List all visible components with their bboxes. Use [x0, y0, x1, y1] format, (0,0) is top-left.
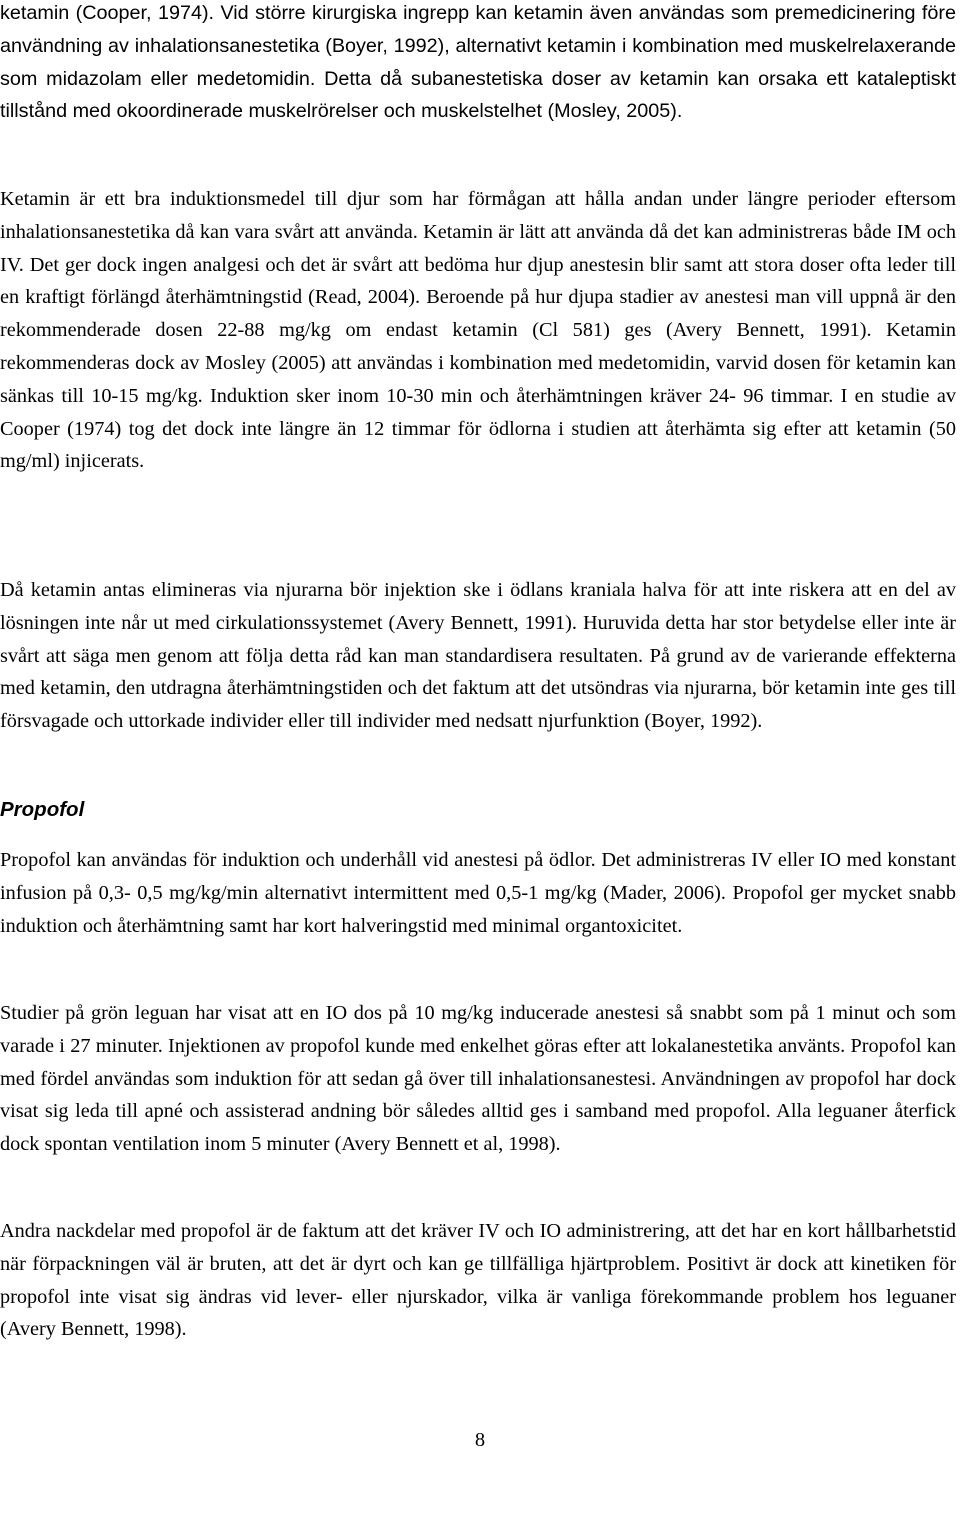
paragraph-propofol-drawbacks: Andra nackdelar med propofol är de faktum att det kräver IV och IO administrering, att det har en kort hållbarhetstid när förpackningen väl är bruten, att det är dyrt och kan ge tillfälliga hjärtproblem. Positivt är dock att kinetiken för propofol inte visat sig ändras vid lever- eller njurskador, vilka är vanliga förekommande problem hos leguaner (Avery Bennett, 1998).	[0, 1220, 956, 1341]
paragraph-propofol-leguan-study: Studier på grön leguan har visat att en IO dos på 10 mg/kg inducerade anestesi så snabbt som på 1 minut och som varade i 27 minuter. Injektionen av propofol kunde med enkelhet göras efter att lokalanestetika använts. Propofol kan med fördel användas som induktion för att sedan gå över till inhalationsanestesi. Användningen av propofol har dock visat sig leda till apné och assisterad andning bör således alltid ges i samband med propofol. Alla leguaner återfick dock spontan ventilation inom 5 minuter (Avery Bennett et al, 1998).	[0, 1002, 956, 1156]
paragraph-ketamin-premedication	[0, 0, 956, 128]
paragraph-text: ketamin (Cooper, 1974). Vid större kirurgiska ingrepp kan ketamin även användas som premedicinering före användning av inhalationsanestetika (Boyer, 1992), alternativt ketamin i kombination med muskelrelaxerande som midazolam eller medetomidin. Detta då subanestetiska doser av ketamin kan orsaka ett kataleptiskt tillstånd med okoordinerade muskelrörelser och muskelstelhet (Mosley, 2005).	[0, 2, 956, 123]
page-number: 8	[474, 1429, 486, 1451]
paragraph-ketamin-elimination: Då ketamin antas elimineras via njurarna bör injektion ske i ödlans kraniala halva för att inte riskera att en del av lösningen inte når ut med cirkulationssystemet (Avery Bennett, 1991). Huruvida detta har stor betydelse eller inte är svårt att säga men genom att följa detta råd kan man standardisera resultaten. På grund av de varierande effekterna med ketamin, den utdragna återhämtningstiden och det faktum att det utsöndras via njurarna, bör ketamin inte ges till försvagade och uttorkade individer eller till individer med nedsatt njurfunktion (Boyer, 1992).	[0, 579, 956, 733]
section-heading-propofol: Propofol	[0, 798, 85, 821]
paragraph-ketamin-induction: Ketamin är ett bra induktionsmedel till djur som har förmågan att hålla andan under längre perioder eftersom inhalationsanestetika då kan vara svårt att använda. Ketamin är lätt att använda då det kan administreras både IM och IV. Det ger dock ingen analgesi och det är svårt att bedöma hur djup anestesin blir samt att stora doser ofta leder till en kraftigt förlängd återhämtningstid (Read, 2004). Beroende på hur djupa stadier av anestesi man vill uppnå är den rekommenderade dosen 22-88 mg/kg om endast ketamin (Cl 581) ges (Avery Bennett, 1991). Ketamin rekommenderas dock av Mosley (2005) att användas i kombination med medetomidin, varvid dosen för ketamin kan sänkas till 10-15 mg/kg. Induktion sker inom 10-30 min och återhämtningen kräver 24- 96 timmar. I en studie av Cooper (1974) tog det dock inte längre än 12 timmar för ödlorna i studien att återhämta sig efter att ketamin (50 mg/ml) injicerats.	[0, 188, 956, 473]
paragraph-propofol-intro: Propofol kan användas för induktion och underhåll vid anestesi på ödlor. Det administreras IV eller IO med konstant infusion på 0,3- 0,5 mg/kg/min alternativt intermittent med 0,5-1 mg/kg (Mader, 2006). Propofol ger mycket snabb induktion och återhämtning samt har kort halveringstid med minimal organtoxicitet.	[0, 849, 956, 937]
